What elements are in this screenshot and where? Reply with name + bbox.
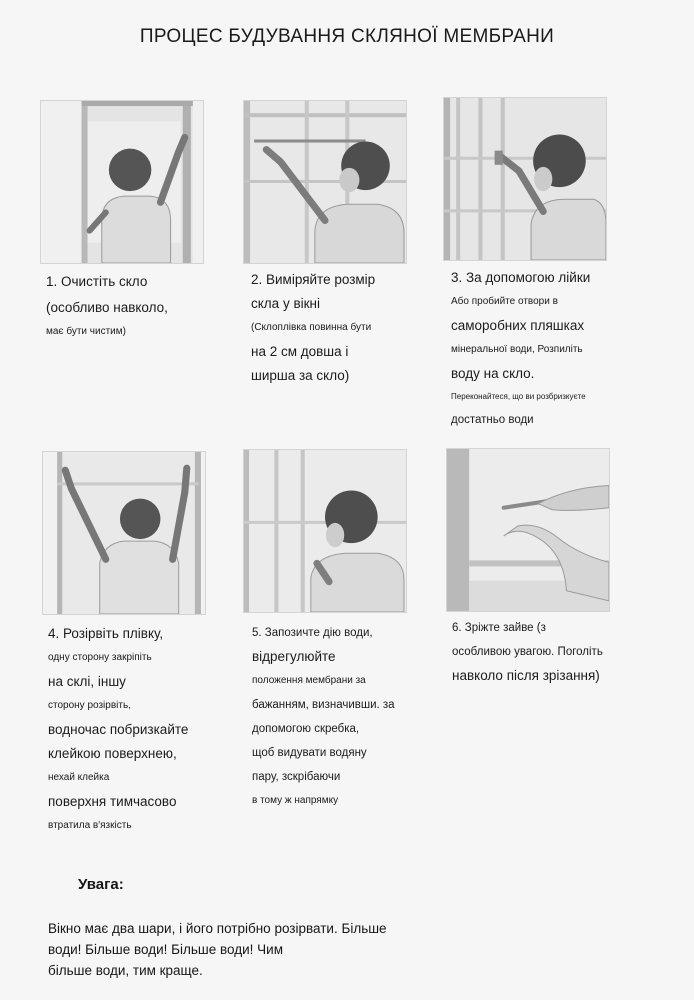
step-2-heading: 2. Виміряйте розмір: [251, 272, 376, 287]
step-5-line: допомогою скребка,: [252, 723, 360, 735]
page-title: ПРОЦЕС БУДУВАННЯ СКЛЯНОЇ МЕМБРАНИ: [139, 26, 555, 47]
step-4-line: на склі, іншу: [48, 674, 126, 689]
step-2-line: ширша за скло): [251, 368, 350, 383]
step-4-heading: 4. Розірвіть плівку,: [48, 626, 164, 641]
step-4-line: втратила в'язкість: [48, 820, 132, 831]
step-3-photo: [443, 97, 607, 261]
step-4-line: сторону розірвіть,: [48, 700, 131, 711]
step-4-line: водночас побризкайте: [48, 722, 189, 737]
step-3-line: достатньо води: [451, 414, 534, 426]
step-6-photo: [446, 448, 610, 612]
step-4-photo: [42, 451, 206, 615]
warning-line: більше води, тим краще.: [48, 963, 203, 978]
step-5-line: бажанням, визначивши. за: [252, 699, 395, 711]
step-1-line: (особливо навколо,: [46, 300, 168, 315]
step-5-line: щоб видувати водяну: [252, 747, 367, 759]
step-3-heading: 3. За допомогою лійки: [451, 270, 591, 285]
step-4-line: нехай клейка: [48, 772, 110, 783]
step-6-caption: [452, 616, 652, 688]
step-3-line: саморобних пляшках: [451, 318, 585, 333]
step-3-line: воду на скло.: [451, 366, 535, 381]
step-5-heading: 5. Запозичте дію води,: [252, 627, 373, 639]
step-3-line: мінеральної води, Розпиліть: [451, 344, 583, 355]
step-2-line: скла у вікні: [251, 296, 320, 311]
step-2-photo: [243, 100, 407, 264]
warning-text: [48, 918, 468, 981]
step-6-line: особливою увагою. Поголіть: [452, 646, 603, 658]
step-2-line: на 2 см довша і: [251, 344, 349, 359]
step-5-line: пару, зскрібаючи: [252, 771, 341, 783]
warning-line: води! Більше води! Більше води! Чим: [48, 942, 283, 957]
step-4-line: клейкою поверхнею,: [48, 746, 177, 761]
step-3-line: Переконайтеся, що ви розбризкуєте: [451, 392, 586, 401]
step-1-photo: [40, 100, 204, 264]
step-2-caption: [251, 268, 451, 388]
step-5-line: відрегулюйте: [252, 649, 336, 664]
step-3-line: Або пробийте отвори в: [451, 296, 558, 307]
step-5-line: положення мембрани за: [252, 675, 366, 686]
step-5-line: в тому ж напрямку: [252, 795, 339, 806]
step-1-line: має бути чистим): [46, 326, 126, 337]
step-2-line: (Склоплівка повинна бути: [251, 322, 372, 333]
step-3-caption: [451, 266, 651, 432]
step-4-line: одну сторону закріпіть: [48, 652, 152, 663]
step-1-heading: 1. Очистіть скло: [46, 274, 148, 289]
step-5-photo: [243, 449, 407, 613]
warning-line: Вікно має два шари, і його потрібно розірвати. Більше: [48, 921, 387, 936]
step-6-line: навколо після зрізання): [452, 668, 600, 683]
warning-heading: Увага:: [78, 876, 124, 893]
step-4-line: поверхня тимчасово: [48, 794, 177, 809]
step-1-caption: [46, 270, 246, 344]
step-5-caption: [252, 621, 452, 813]
step-6-heading: 6. Зріжте зайве (з: [452, 622, 546, 634]
step-4-caption: [48, 622, 248, 838]
